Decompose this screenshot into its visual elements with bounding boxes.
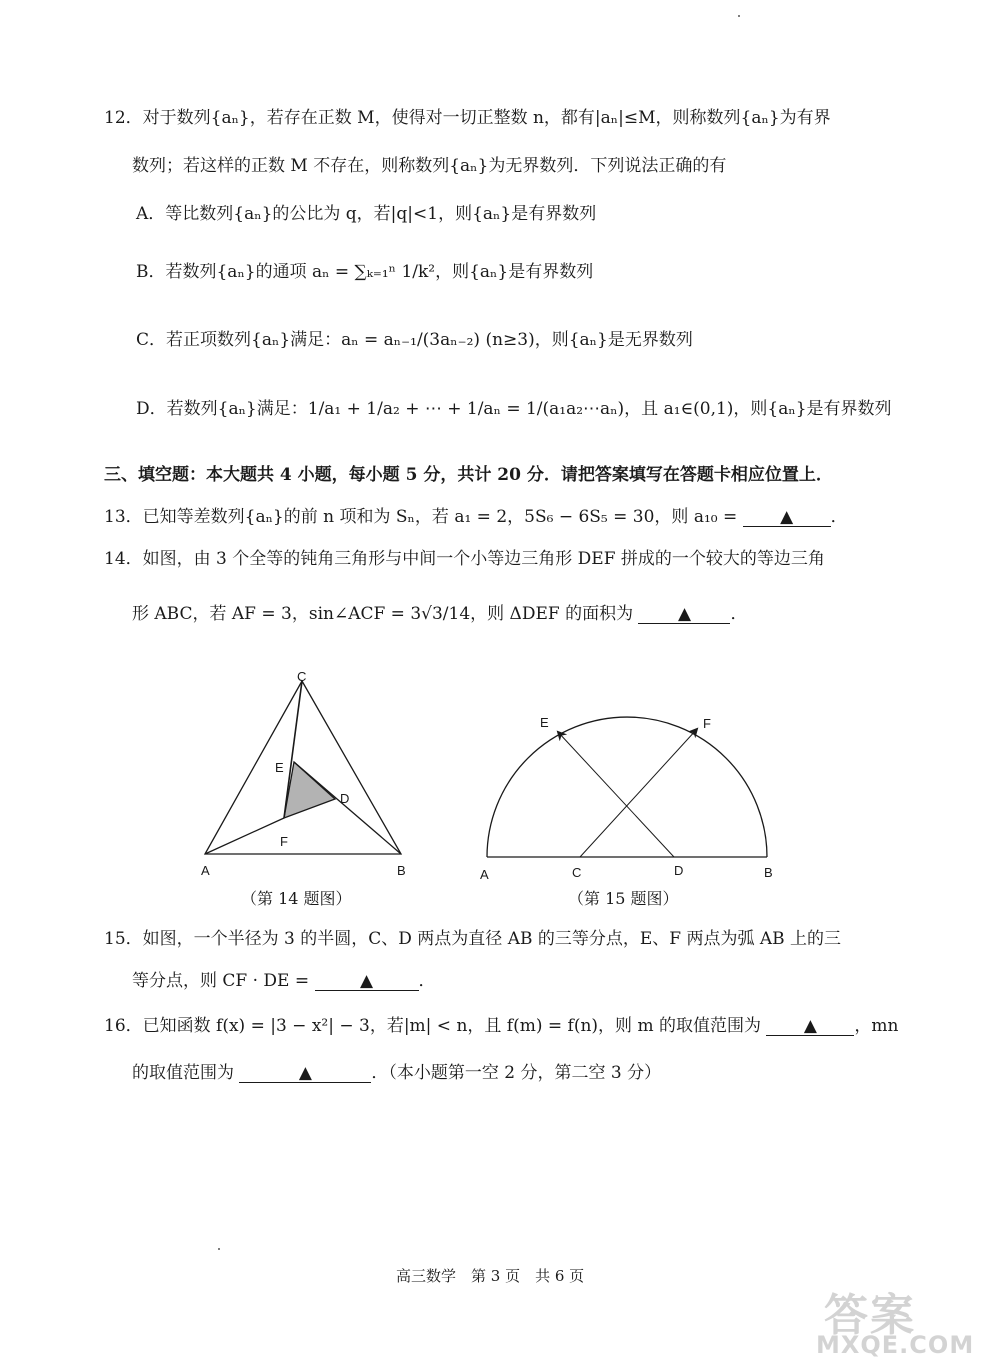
segment-af	[205, 818, 284, 854]
q12-option-a: A．等比数列{aₙ}的公比为 q，若|q|<1，则{aₙ}是有界数列	[136, 204, 597, 224]
q16-answer-blank-1: ▲	[766, 1017, 854, 1036]
q16-line1	[104, 1014, 898, 1038]
q16-answer-blank-2: ▲	[239, 1064, 371, 1083]
q14-answer-blank: ▲	[638, 605, 730, 624]
label-a: A	[201, 863, 210, 878]
q13-end: ．	[830, 507, 848, 527]
section-heading: 三、填空题：本大题共 4 小题，每小题 5 分，共计 20 分．请把答案填写在答题卡相应位置上．	[104, 465, 833, 485]
stray-dot	[218, 1248, 220, 1250]
label-c: C	[572, 865, 582, 880]
q12-line1: 12．对于数列{aₙ}，若存在正数 M，使得对一切正整数 n，都有|aₙ|≤M，则称数列{aₙ}为有界	[104, 108, 831, 128]
q15-answer-blank: ▲	[315, 972, 419, 991]
q15-text: 等分点，则 CF · DE =	[132, 971, 310, 991]
watermark-bottom: MXQE.COM	[816, 1331, 975, 1359]
q12-option-b: B．若数列{aₙ}的通项 aₙ = ∑ₖ₌₁ⁿ 1/k²，则{aₙ}是有界数列	[136, 262, 594, 282]
q12-line2: 数列；若这样的正数 M 不存在，则称数列{aₙ}为无界数列．下列说法正确的有	[132, 156, 727, 176]
q14-end: ．	[730, 604, 748, 624]
q14-line1: 14．如图，由 3 个全等的钝角三角形与中间一个小等边三角形 DEF 拼成的一个较大的等边三角	[104, 549, 825, 569]
q16-text-2: 的取值范围为	[132, 1063, 234, 1083]
page-footer: 高三数学 第 3 页 共 6 页	[396, 1267, 585, 1285]
label-f: F	[703, 716, 711, 731]
label-e: E	[275, 760, 284, 775]
q16-note: ．（本小题第一空 2 分，第二空 3 分）	[371, 1063, 662, 1083]
watermark-top: 答案	[824, 1290, 916, 1341]
label-b: B	[764, 865, 773, 880]
label-d: D	[674, 863, 684, 878]
figure-15	[470, 705, 790, 890]
q15-line1: 15．如图，一个半径为 3 的半圆，C、D 两点为直径 AB 的三等分点，E、F 两点为弧 AB 上的三	[104, 929, 842, 949]
label-d: D	[340, 791, 350, 806]
watermark-logo	[814, 1279, 992, 1363]
q16-mid: ，mn	[854, 1016, 899, 1036]
q15-end: ．	[418, 971, 436, 991]
semicircle-arc	[487, 717, 767, 857]
q12-option-c: C．若正项数列{aₙ}满足：aₙ = aₙ₋₁/(3aₙ₋₂) (n≥3)，则{aₙ}是无界数列	[136, 330, 693, 350]
q12-option-d: D．若数列{aₙ}满足：1/a₁ + 1/a₂ + ⋯ + 1/aₙ = 1/(a₁a₂⋯aₙ)，且 a₁∈(0,1)，则{aₙ}是有界数列	[136, 399, 892, 419]
q13-answer-blank: ▲	[743, 508, 831, 527]
figure-14	[190, 668, 420, 883]
stray-dot	[738, 15, 740, 17]
q16-line2	[132, 1061, 661, 1085]
label-f: F	[280, 834, 288, 849]
label-a: A	[480, 867, 489, 882]
figure-15-caption: （第 15 题图）	[568, 889, 679, 908]
q13-line	[104, 505, 848, 529]
q15-line2	[132, 969, 436, 993]
vector-de	[558, 732, 674, 857]
label-c: C	[297, 669, 307, 684]
q16-text: 16．已知函数 f(x) = |3 − x²| − 3，若|m| < n，且 f(m) = f(n)，则 m 的取值范围为	[104, 1016, 761, 1036]
q14-line2	[132, 602, 747, 626]
label-b: B	[397, 863, 406, 878]
label-e: E	[540, 715, 549, 730]
vector-cf	[580, 729, 697, 857]
q14-text: 形 ABC，若 AF = 3，sin∠ACF = 3√3/14，则 ΔDEF 的面积为	[132, 604, 634, 624]
figure-14-caption: （第 14 题图）	[241, 889, 352, 908]
q13-text: 13．已知等差数列{aₙ}的前 n 项和为 Sₙ，若 a₁ = 2，5S₆ − 6S₅ = 30，则 a₁₀ =	[104, 507, 738, 527]
